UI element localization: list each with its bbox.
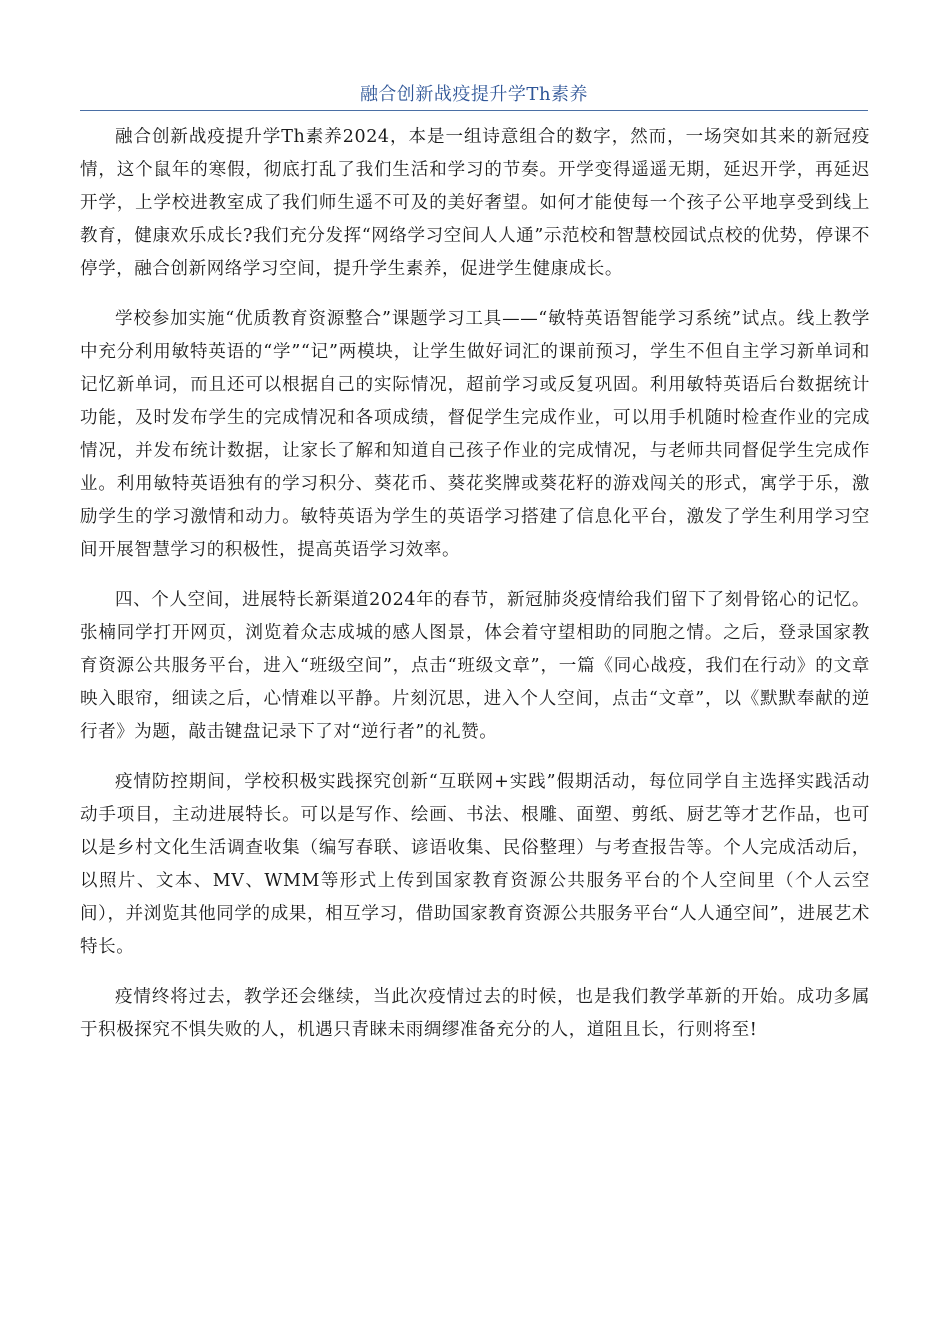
paragraph: 学校参加实施“优质教育资源整合”课题学习工具——“敏特英语智能学习系统”试点。线上教学中充分利用敏特英语的“学”“记”两模块，让学生做好词汇的课前预习，学生不但自主学习新单词和记忆新单词，而且还可以根据自己的实际情况，超前学习或反复巩固。利用敏特英语后台数据统计功能，及时发布学生的完成情况和各项成绩，督促学生完成作业，可以用手机随时检查作业的完成情况，并发布统计数据，让家长了解和知道自己孩子作业的完成情况，与老师共同督促学生完成作业。利用敏特英语独有的学习积分、葵花币、葵花奖牌或葵花籽的游戏闯关的形式，寓学于乐，激励学生的学习激情和动力。敏特英语为学生的英语学习搭建了信息化平台，激发了学生利用学习空间开展智慧学习的积极性，提高英语学习效率。 [80, 309, 870, 560]
paragraph: 四、个人空间，进展特长新渠道2024年的春节，新冠肺炎疫情给我们留下了刻骨铭心的记忆。张楠同学打开网页，浏览着众志成城的感人图景，体会着守望相助的同胞之情。之后，登录国家教育资源公共服务平台，进入“班级空间”，点击“班级文章”，一篇《同心战疫，我们在行动》的文章映入眼帘，细读之后，心情难以平静。片刻沉思，进入个人空间，点击“文章”，以《默默奉献的逆行者》为题，敲击键盘记录下了对“逆行者”的礼赞。 [80, 590, 870, 742]
paragraph: 疫情终将过去，教学还会继续，当此次疫情过去的时候，也是我们教学革新的开始。成功多属于积极探究不惧失败的人，机遇只青睐未雨绸缪准备充分的人，道阻且长，行则将至! [80, 987, 870, 1040]
document-title: 融合创新战疫提升学Th素养 [359, 84, 589, 105]
document-body [80, 121, 870, 1064]
page-header [80, 82, 868, 111]
paragraph: 疫情防控期间，学校积极实践探究创新“互联网+实践”假期活动，每位同学自主选择实践活动动手项目，主动进展特长。可以是写作、绘画、书法、根雕、面塑、剪纸、厨艺等才艺作品，也可以是乡村文化生活调查收集（编写春联、谚语收集、民俗整理）与考查报告等。个人完成活动后，以照片、文本、MV、WMM等形式上传到国家教育资源公共服务平台的个人空间里（个人云空间），并浏览其他同学的成果，相互学习，借助国家教育资源公共服务平台“人人通空间”，进展艺术特长。 [80, 772, 870, 957]
paragraph: 融合创新战疫提升学Th素养2024，本是一组诗意组合的数字，然而，一场突如其来的新冠疫情，这个鼠年的寒假，彻底打乱了我们生活和学习的节奏。开学变得遥遥无期，延迟开学，再延迟开学，上学校进教室成了我们师生遥不可及的美好奢望。如何才能使每一个孩子公平地享受到线上教育，健康欢乐成长?我们充分发挥“网络学习空间人人通”示范校和智慧校园试点校的优势，停课不停学，融合创新网络学习空间，提升学生素养，促进学生健康成长。 [80, 127, 870, 279]
